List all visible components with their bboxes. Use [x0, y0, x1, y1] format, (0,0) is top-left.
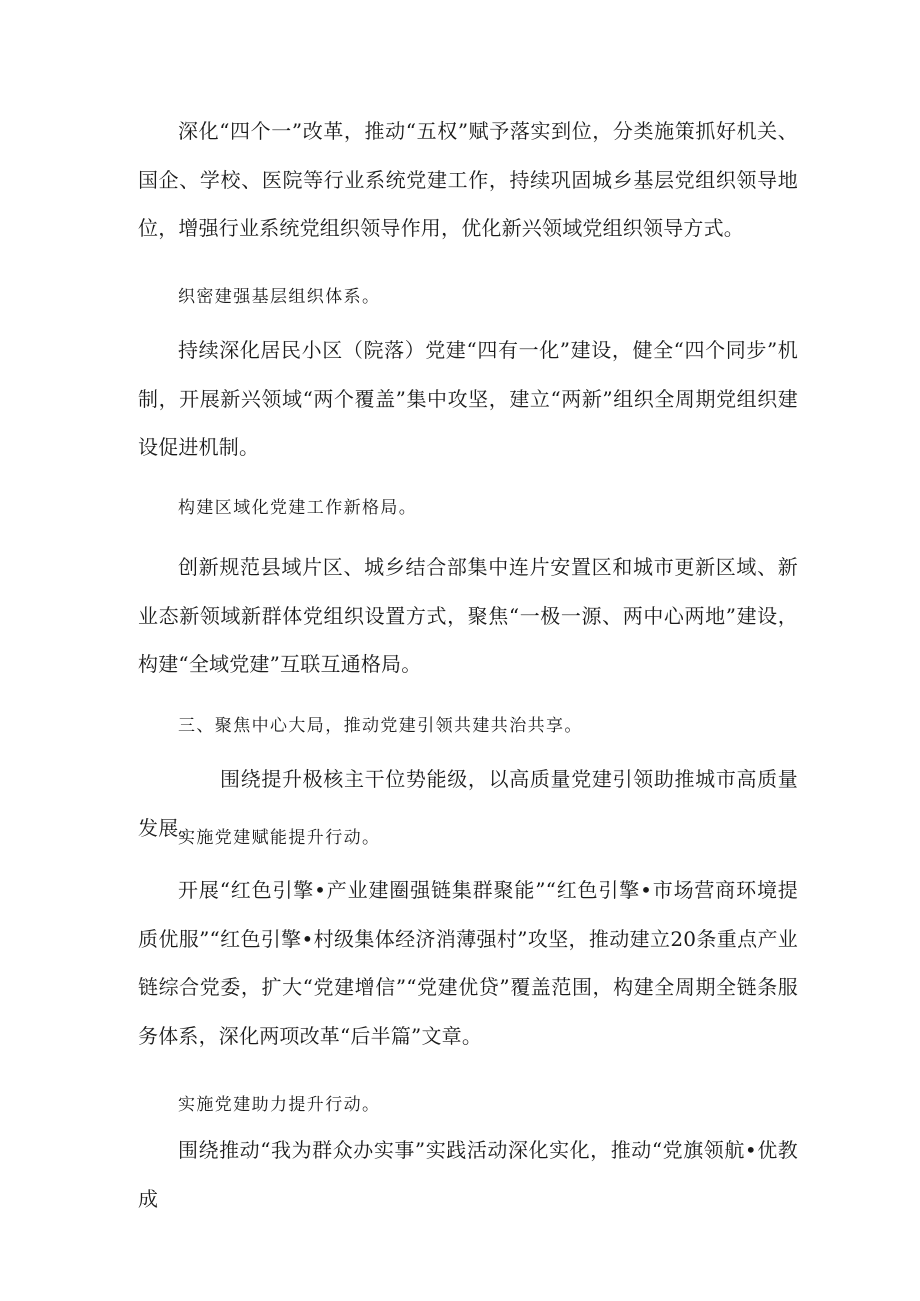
heading-regional-party-building: 构建区域化党建工作新格局。: [178, 498, 418, 518]
paragraph-red-engine-campaign: 开展“红色引擎•产业建圈强链集群聚能”“红色引擎•市场营商环境提质优服”“红色引擎•村级集体经济消薄强村”攻坚，推动建立20条重点产业链综合党委，扩大“党建增信”“党建优贷”覆盖范围，构建全周期全链条服务体系，深化两项改革“后半篇”文章。: [138, 878, 798, 1048]
paragraph-serving-the-people: 围绕推动“我为群众办实事”实践活动深化实化，推动“党旗领航•优教成: [138, 1138, 798, 1211]
paragraph-county-area-organization-setup: 创新规范县域片区、城乡结合部集中连片安置区和城市更新区域、新业态新领域新群体党组织设置方式，聚焦“一极一源、两中心两地”建设，构建“全域党建”互联互通格局。: [138, 555, 798, 676]
heading-empowerment-action: 实施党建赋能提升行动。: [178, 828, 381, 848]
heading-section-three: 三、聚焦中心大局，推动党建引领共建共治共享。: [178, 716, 583, 736]
paragraph-residential-community-party-building: 持续深化居民小区（院落）党建“四有一化”建设，健全“四个同步”机制，开展新兴领域“两个覆盖”集中攻坚，建立“两新”组织全周期党组织建设促进机制。: [138, 338, 798, 459]
heading-grassroots-organization-system: 织密建强基层组织体系。: [178, 287, 381, 307]
paragraph-high-quality-development: 围绕提升极核主干位势能级，以高质量党建引领助推城市高质量发展。: [138, 767, 798, 840]
heading-assistance-action: 实施党建助力提升行动。: [178, 1095, 381, 1115]
paragraph-four-one-reform: 深化“四个一”改革，推动“五权”赋予落实到位，分类施策抓好机关、国企、学校、医院等行业系统党建工作，持续巩固城乡基层党组织领导地位，增强行业系统党组织领导作用，优化新兴领域党组织领导方式。: [138, 119, 798, 240]
